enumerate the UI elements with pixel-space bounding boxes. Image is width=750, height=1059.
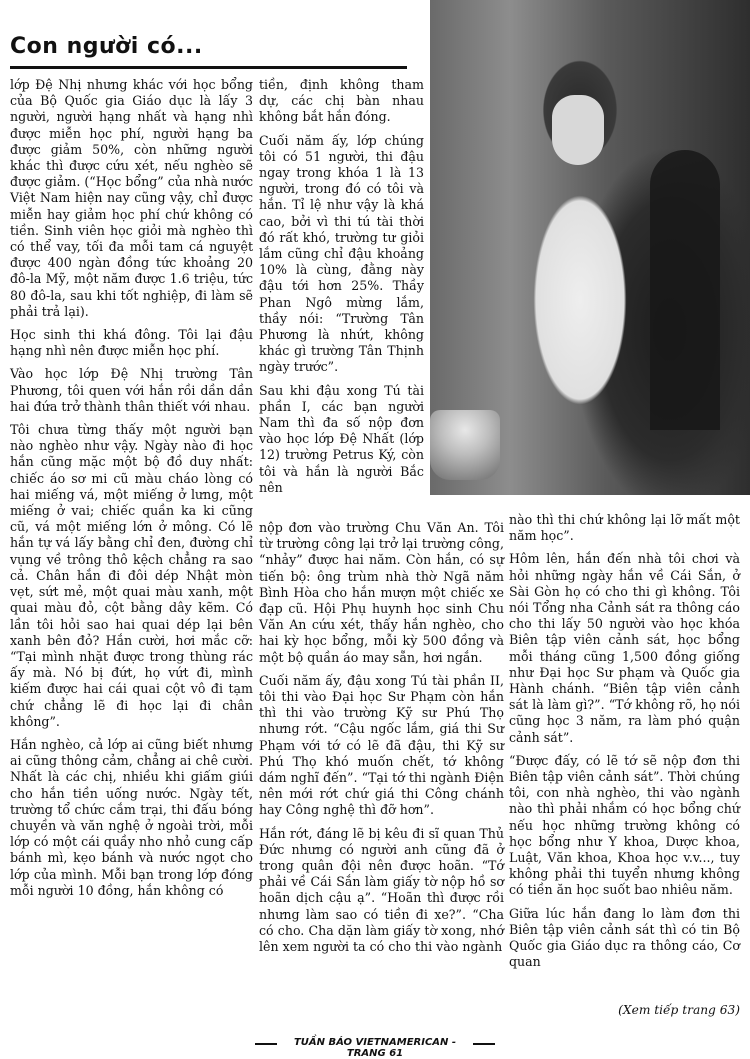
paragraph: Hôm lên, hắn đến nhà tôi chơi và hỏi những ngày hắn về Cái Sắn, ở Sài Gòn họ có cho thi gì không. Tôi nói Tổng nha Cảnh sát ra thông cáo cho thi lấy 50 người vào học khóa Biên tập viên cảnh sát, học bổng mỗi tháng cũng 1,500 đồng giống như Đại học Sư phạm và Quốc gia Hành chánh. “Biên tập viên cảnh sát là làm gì?”. “Tớ không rõ, họ nói cũng học 3 năm, ra làm phó quận cảnh sát”. (509, 551, 740, 745)
paragraph: lớp Đệ Nhị nhưng khác với học bổng của Bộ Quốc gia Giáo dục là lấy 3 người, người hạng nhất và hạng nhì được miễn học phí, người hạng ba được giảm 50%, còn những người khác thì được cứu xét, nếu nghèo sẽ được giảm. (“Học bổng” của nhà nước Việt Nam hiện nay cũng vậy, chỉ được miễn hay giảm học phí chứ không có tiền. Sinh viên học giỏi mà nghèo thì có thể vay, tối đa mỗi tam cá nguyệt được 400 ngàn đồng tức khoảng 20 đô-la Mỹ, một năm được 1.6 triệu, tức 80 đô-la, sau khi tốt nghiệp, đi làm sẽ phải trả lại). (10, 77, 253, 319)
footer-rule-right (473, 1043, 495, 1045)
paragraph: Cuối năm ấy, lớp chúng tôi có 51 người, thi đậu ngay trong khóa 1 là 13 người, trong đó có tôi và hắn. Tỉ lệ như vậy là khá cao, bởi vì thi tú tài thời đó rất khó, trường tư giỏi lắm cũng chỉ đậu khoảng 10% là cùng, đằng này đậu tới hơn 25%. Thầy Phan Ngô mừng lắm, thầy nói: “Trường Tân Phương là nhứt, không khác gì trường Tân Thịnh ngày trước”. (259, 132, 424, 375)
paragraph: Tôi chưa từng thấy một người bạn nào nghèo như vậy. Ngày nào đi học hắn cũng mặc một bộ đồ duy nhất: chiếc áo sơ mi cũ màu cháo lòng có hai miếng vá, một miếng ở lưng, một miếng ở vai; chiếc quần ka ki cũng cũ, vá một miếng lớn ở mông. Có lẽ hắn tự vá lấy bằng chỉ đen, đường chỉ vụng về trông thô kệch chẳng ra sao cả. Chân hắn đi đôi dép Nhật mòn vẹt, sứt mẻ, một quai màu xanh, một quai màu đỏ, cột bằng dây kẽm. Có lần tôi hỏi sao hai quai dép lại bên xanh bên đỏ? Hắn cười, hơi mắc cỡ: “Tại mình nhặt được trong thùng rác ấy mà. Nó bị đứt, họ vứt đi, mình kiếm được hai cái quai cột vô đi tạm chứ chẳng lẽ đi học lại đi chân không”. (10, 422, 253, 729)
paragraph: “Được đấy, có lẽ tớ sẽ nộp đơn thi Biên tập viên cảnh sát”. Thời chúng tôi, con nhà nghèo, thi vào ngành nào thì phải nhắm có học bổng chứ nếu học những trường không có học bổng như Y khoa, Dược khoa, Luật, Văn khoa, Khoa học v.v..., tuy không phải thi tuyển nhưng không có tiền ăn học suốt bao nhiêu năm. (509, 752, 740, 898)
paragraph: Giữa lúc hắn đang lo làm đơn thi Biên tập viên cảnh sát thì có tin Bộ Quốc gia Giáo dục ra thông cáo, Cơ quan (509, 905, 740, 970)
column-3 (259, 520, 504, 962)
footer-rule-left (255, 1043, 277, 1045)
paragraph: Vào học lớp Đệ Nhị trường Tân Phương, tôi quen với hắn rồi dần dần hai đứa trở thành thân thiết với nhau. (10, 366, 253, 414)
article-photo (430, 0, 750, 495)
paragraph: tiền, định không tham dự, các chị bàn nhau không bắt hắn đóng. (259, 77, 424, 125)
paragraph: nộp đơn vào trường Chu Văn An. Tôi từ trường công lại trở lại trường công, “nhảy” được hai năm. Còn hắn, có sự tiến bộ: ông trùm nhà thờ Ngã năm Bình Hòa cho hắn mượn một chiếc xe đạp cũ. Hội Phụ huynh học sinh Chu Văn An cứu xét, thấy hắn nghèo, cho hai kỳ học bổng, mỗi kỳ 500 đồng và một bộ quần áo may sẵn, hơi ngắn. (259, 520, 504, 665)
paragraph: Cuối năm ấy, đậu xong Tú tài phần II, tôi thi vào Đại học Sư Phạm còn hắn thì thi vào trường Kỹ sư Phú Thọ nhưng rớt. “Cậu ngốc lắm, giá thi Sư Phạm với tớ có lẽ đã đậu, thi Kỹ sư Phú Thọ khó muốn chết, tớ không dám nghĩ đến”. “Tại tớ thi ngành Điện nên mới rớt chứ giá thi Công chánh hay Công nghệ thì đỡ hơn”. (259, 672, 504, 818)
paragraph: Hắn nghèo, cả lớp ai cũng biết nhưng ai cũng thông cảm, chẳng ai chê cười. Nhất là các chị, nhiều khi giấm giúi cho hắn tiền uống nước. Ngày tết, trường tổ chức cắm trại, thi đấu bóng chuyền và văn nghệ ở ngoài trời, mỗi lớp có một cái quầy nho nhỏ cung cấp bánh mì, kẹo bánh và nước ngọt cho lớp của mình. Mỗi bạn trong lớp đóng mỗi người 10 đồng, hắn không có (10, 736, 253, 898)
photo-flower-basket (430, 410, 500, 480)
paragraph: Sau khi đậu xong Tú tài phần I, các bạn người Nam thì đa số nộp đơn vào học lớp Đệ Nhất (lớp 12) trường Petrus Ký, còn tôi và hắn là người Bắc nên (259, 382, 424, 495)
photo-arch (650, 150, 720, 430)
footer-text: TUẦN BÁO VIETNAMERICAN - TRANG 61 (293, 1037, 457, 1059)
page-footer (255, 1037, 495, 1059)
continued-note: (Xem tiếp trang 63) (618, 1003, 740, 1017)
column-1 (10, 77, 253, 906)
title-rule (10, 66, 407, 69)
photo-face (552, 95, 604, 165)
column-2 (259, 77, 424, 503)
paragraph: nào thì thi chứ không lại lỡ mất một năm học”. (509, 512, 740, 544)
paragraph: Hắn rớt, đáng lẽ bị kêu đi sĩ quan Thủ Đức nhưng có người anh cũng đã ở trong quân đội nên được hoãn. “Tớ phải về Cái Sắn làm giấy tờ nộp hồ sơ hoãn dịch cậu ạ”. “Hoãn thì được rồi nhưng làm sao có tiền đi xe?”. “Cha có cho. Cha dặn làm giấy tờ xong, nhớ lên xem người ta có cho thi vào ngành (259, 825, 504, 955)
paragraph: Học sinh thi khá đông. Tôi lại đậu hạng nhì nên được miễn học phí. (10, 327, 253, 359)
column-4 (509, 512, 740, 977)
article-title: Con người có... (10, 34, 203, 59)
